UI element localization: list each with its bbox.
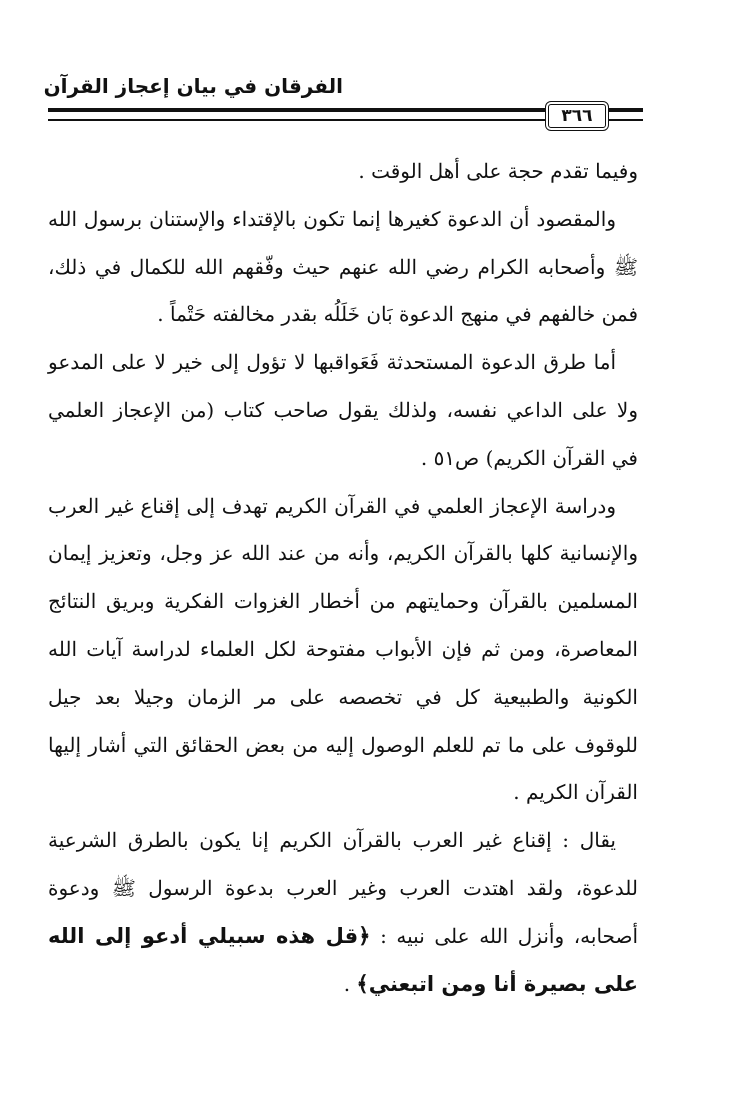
header-rule-top — [48, 108, 548, 112]
paragraph-5 — [48, 817, 638, 1008]
paragraph-1: وفيما تقدم حجة على أهل الوقت . — [358, 159, 638, 183]
header-rule-right-top — [606, 108, 643, 112]
body-text — [48, 148, 638, 1008]
header-rule-right-bottom — [606, 119, 643, 121]
paragraph-3: أما طرق الدعوة المستحدثة فَعَواقبها لا تؤول إلى خير لا على المدعو ولا على الداعي نفسه، ولذلك يقول صاحب كتاب (من الإعجاز العلمي في القرآن الكريم) ص٥١ . — [48, 350, 638, 470]
page-number: ٣٦٦ — [545, 101, 609, 131]
paragraph-5-end: . — [343, 971, 357, 996]
paragraph-5-text: يقال : إقناع غير العرب بالقرآن الكريم إنا يكون بالطرق الشرعية للدعوة، ولقد اهتدت العرب وغير العرب بدعوة الرسول ﷺ ودعوة أصحابه، وأنزل الله على نبيه : — [48, 828, 639, 948]
header-rule-bottom — [48, 119, 548, 121]
paragraph-4: ودراسة الإعجاز العلمي في القرآن الكريم تهدف إلى إقناع غير العرب والإنسانية كلها بالقرآن الكريم، وأنه من عند الله عز وجل، وتعزيز إيمان المسلمين بالقرآن وحمايتهم من أخطار الغزوات الفكرية وبريق النتائج المعاصرة، ومن ثم فإن الأبواب مفتوحة لكل العلماء لدراسة آيات الله الكونية والطبيعية كل في تخصصه على مر الزمان وجيلا بعد جيل للوقوف على ما تم للعلم الوصول إليه من بعض الحقائق التي أشار إليها القرآن الكريم . — [48, 493, 638, 805]
paragraph-2: والمقصود أن الدعوة كغيرها إنما تكون بالإقتداء والإستنان برسول الله ﷺ وأصحابه الكرام رضي الله عنهم حيث وفّقهم الله للكمال في ذلك، فمن خالفهم في منهج الدعوة بَان خَلَلُه بقدر مخالفته حَتْماً . — [48, 206, 638, 327]
running-header-title: الفرقان في بيان إعجاز القرآن — [43, 74, 343, 98]
quran-verse: ﴿قل هذه سبيلي أدعو إلى الله على بصيرة أنا ومن اتبعني﴾ — [48, 923, 638, 996]
